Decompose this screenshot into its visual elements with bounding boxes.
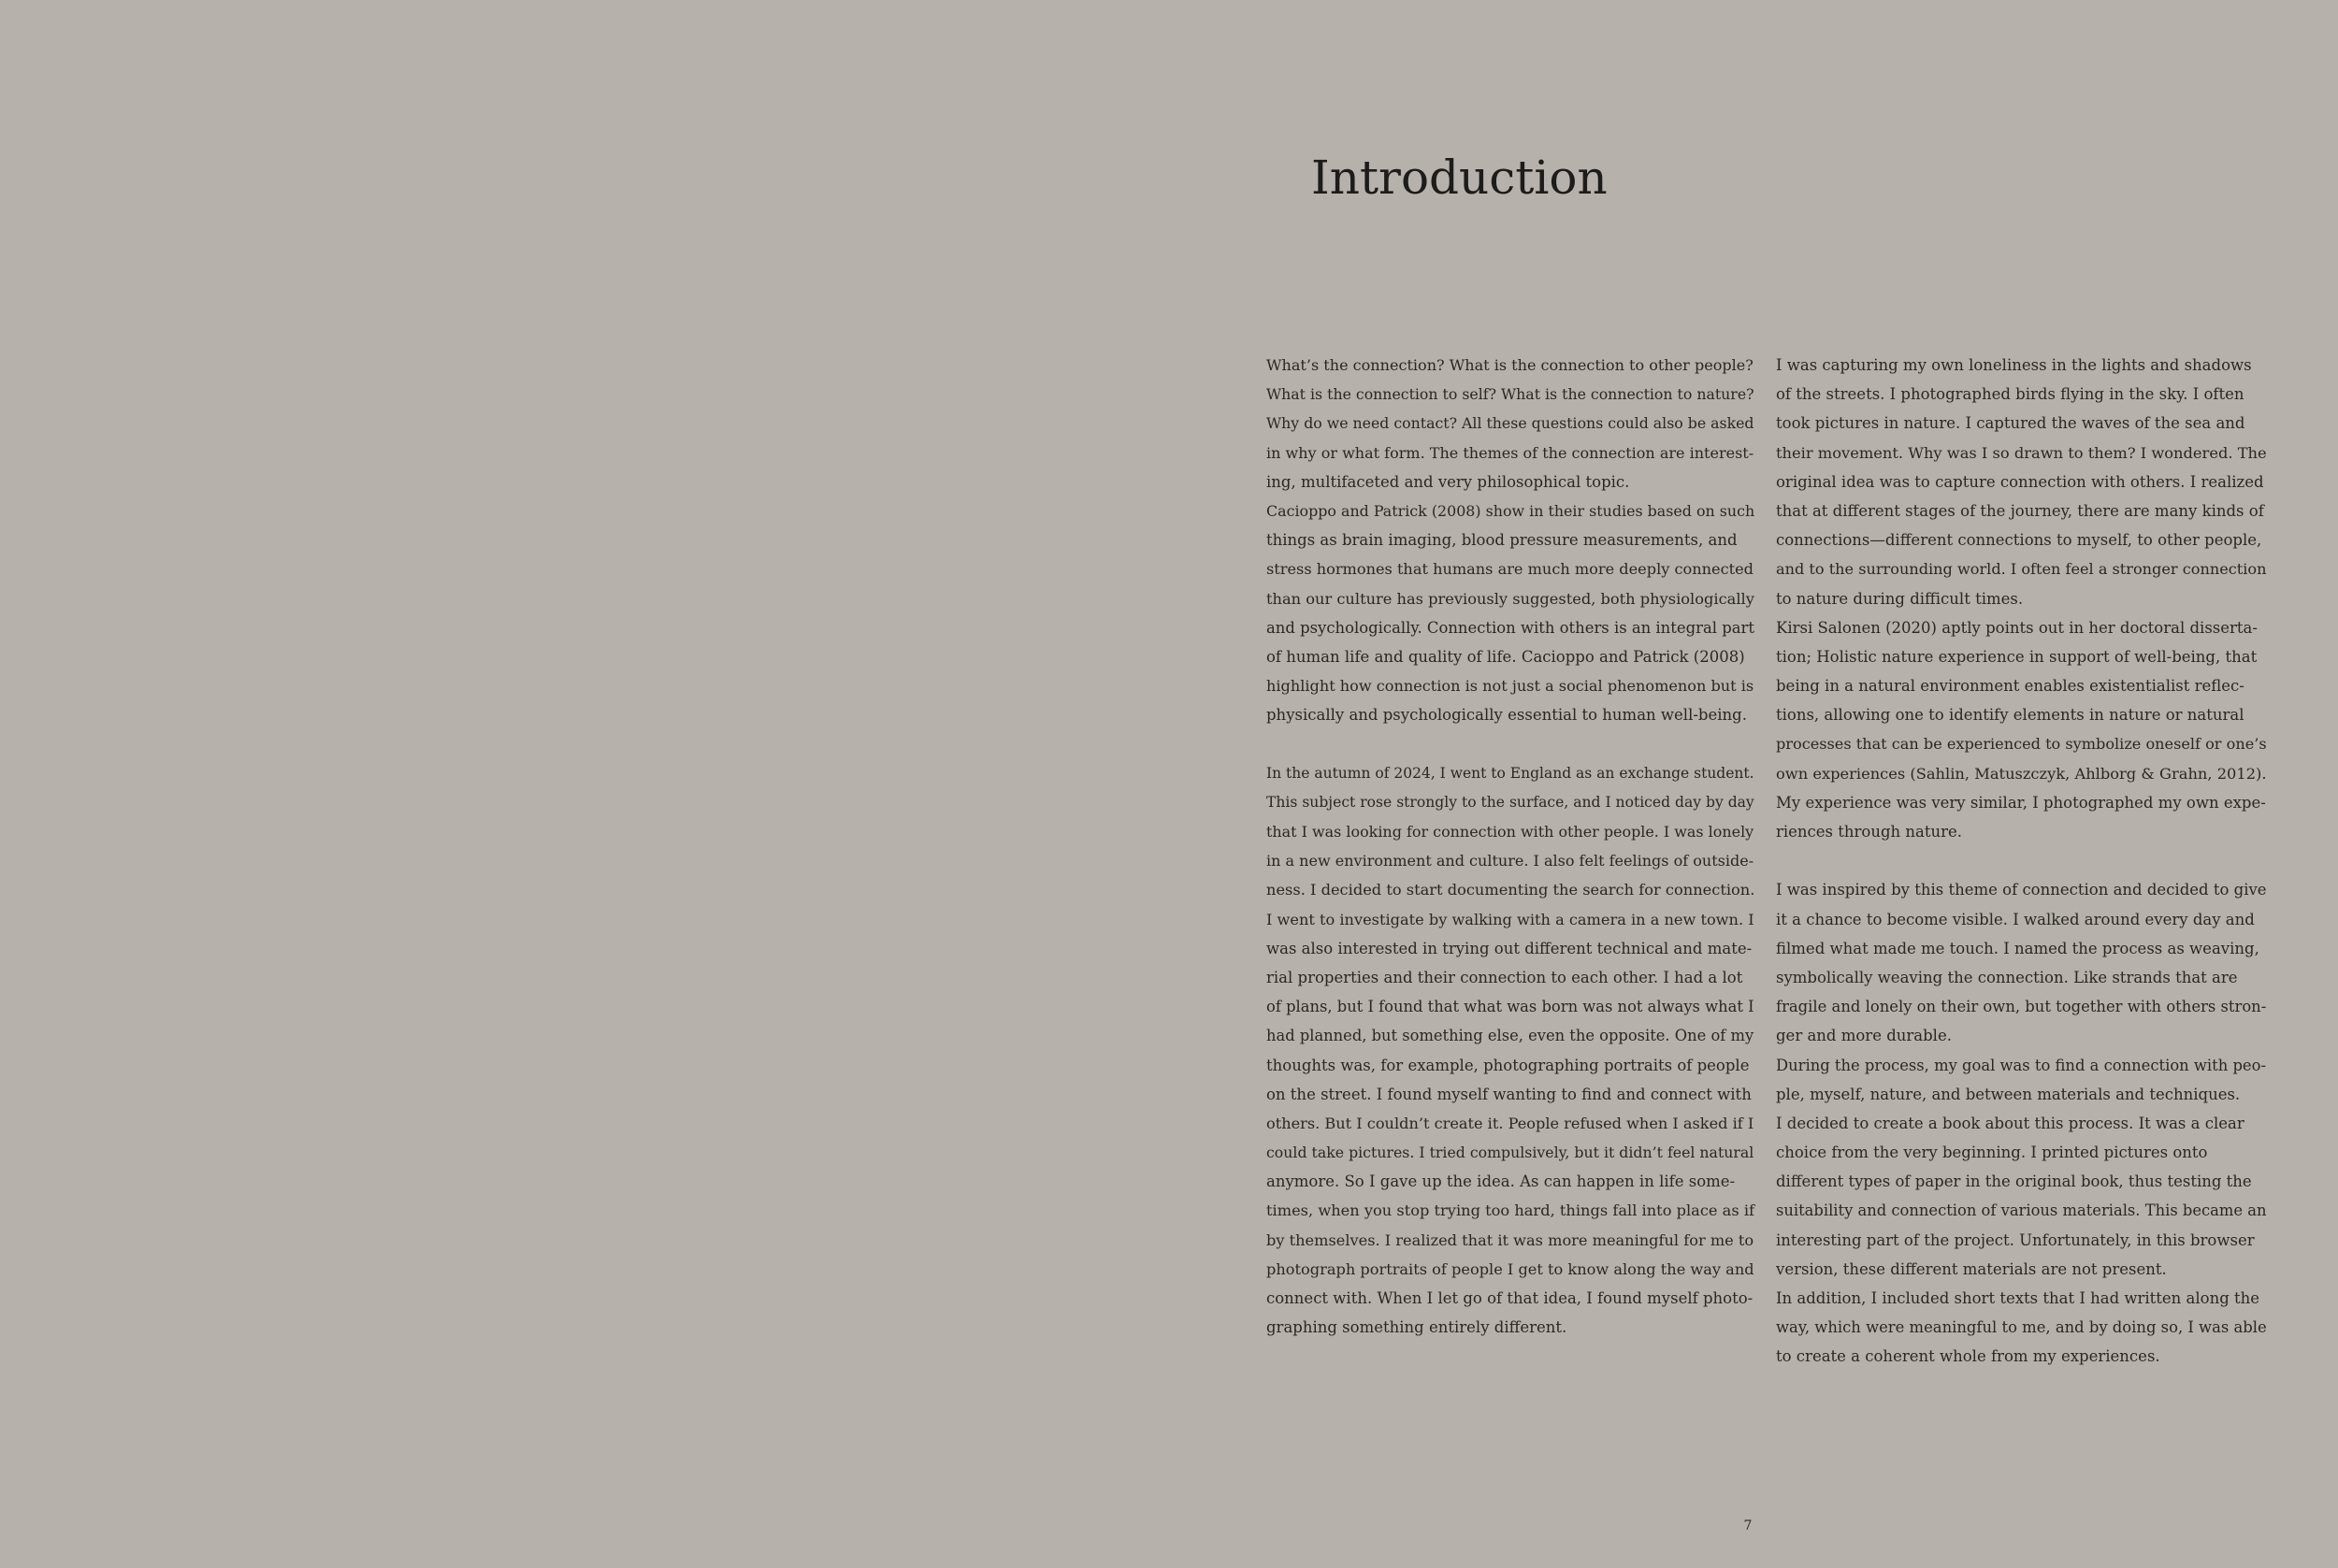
text-line: tions, allowing one to identify elements in nature or natural	[1776, 706, 2244, 725]
text-line: to nature during difficult times.	[1776, 589, 2024, 608]
text-line: that I was looking for connection with other people. I was lonely	[1266, 823, 1754, 841]
text-line: graphing something entirely different.	[1266, 1318, 1567, 1337]
text-line: and psychologically. Connection with others is an integral part	[1266, 618, 1754, 637]
text-line: different types of paper in the original book, thus testing the	[1776, 1172, 2252, 1191]
text-line: During the process, my goal was to find a connection with peo-	[1776, 1056, 2266, 1074]
text-line: physically and psychologically essential to human well-being.	[1266, 706, 1747, 725]
text-line: highlight how connection is not just a social phenomenon but is	[1266, 677, 1754, 696]
text-line: riences through nature.	[1776, 823, 1963, 841]
paragraph-break	[1266, 729, 1754, 758]
text-line: it a chance to become visible. I walked around every day and	[1776, 910, 2255, 928]
text-line: ger and more durable.	[1776, 1027, 1952, 1045]
text-line: stress hormones that humans are much more deeply connected	[1266, 560, 1754, 579]
text-line: interesting part of the project. Unfortunately, in this browser	[1776, 1230, 2255, 1249]
text-line: In addition, I included short texts that I had written along the	[1776, 1289, 2260, 1307]
text-line: Kirsi Salonen (2020) aptly points out in her doctoral disserta-	[1776, 618, 2258, 637]
text-line: and to the surrounding world. I often feel a stronger connection	[1776, 560, 2267, 579]
text-line: thoughts was, for example, photographing portraits of people	[1266, 1056, 1750, 1074]
text-line: fragile and lonely on their own, but together with others stron-	[1776, 998, 2267, 1016]
text-line: My experience was very similar, I photographed my own expe-	[1776, 793, 2266, 812]
text-line: being in a natural environment enables existentialist reflec-	[1776, 677, 2244, 696]
text-line: of plans, but I found that what was born was not always what I	[1266, 998, 1754, 1016]
text-line: ple, myself, nature, and between materials and techniques.	[1776, 1085, 2241, 1103]
text-line: way, which were meaningful to me, and by doing so, I was able	[1776, 1318, 2267, 1337]
text-line: rial properties and their connection to each other. I had a lot	[1266, 968, 1743, 986]
text-line: could take pictures. I tried compulsively, but it didn’t feel natural	[1266, 1144, 1754, 1162]
text-line: times, when you stop trying too hard, things fall into place as if	[1266, 1201, 1755, 1220]
text-line: In the autumn of 2024, I went to England as an exchange student.	[1266, 764, 1754, 782]
text-line: What’s the connection? What is the connection to other people?	[1266, 356, 1754, 374]
text-line: filmed what made me touch. I named the process as weaving,	[1776, 939, 2259, 957]
text-line: of human life and quality of life. Cacioppo and Patrick (2008)	[1266, 647, 1745, 666]
text-line: to create a coherent whole from my experiences.	[1776, 1347, 2160, 1366]
text-column-left	[1266, 351, 1754, 1342]
text-line: What is the connection to self? What is the connection to nature?	[1266, 385, 1754, 404]
text-line: than our culture has previously suggested, both physiologically	[1266, 589, 1754, 608]
text-line: ing, multifaceted and very philosophical topic.	[1266, 472, 1630, 491]
text-line: of the streets. I photographed birds flying in the sky. I often	[1776, 385, 2244, 404]
text-line: things as brain imaging, blood pressure measurements, and	[1266, 531, 1738, 550]
text-line: connect with. When I let go of that idea, I found myself photo-	[1266, 1289, 1754, 1307]
text-line: ness. I decided to start documenting the search for connection.	[1266, 881, 1755, 899]
paragraph-break	[1776, 846, 2267, 875]
text-line: I was inspired by this theme of connection and decided to give	[1776, 881, 2267, 899]
text-line: was also interested in trying out different technical and mate-	[1266, 939, 1753, 957]
text-line: took pictures in nature. I captured the waves of the sea and	[1776, 414, 2245, 433]
text-line: in why or what form. The themes of the connection are interest-	[1266, 443, 1754, 462]
text-line: processes that can be experienced to symbolize oneself or one’s	[1776, 735, 2267, 754]
text-line: This subject rose strongly to the surface, and I noticed day by day	[1266, 793, 1754, 811]
text-line: in a new environment and culture. I also felt feelings of outside-	[1266, 852, 1754, 870]
page-title: Introduction	[1311, 151, 1608, 205]
text-line: others. But I couldn’t create it. People refused when I asked if I	[1266, 1114, 1754, 1132]
text-line: version, these different materials are not present.	[1776, 1259, 2167, 1278]
text-line: had planned, but something else, even the opposite. One of my	[1266, 1027, 1754, 1045]
text-line: on the street. I found myself wanting to find and connect with	[1266, 1085, 1752, 1103]
text-line: by themselves. I realized that it was more meaningful for me to	[1266, 1230, 1754, 1249]
text-line: anymore. So I gave up the idea. As can happen in life some-	[1266, 1172, 1736, 1191]
text-line: that at different stages of the journey, there are many kinds of	[1776, 501, 2264, 520]
text-line: their movement. Why was I so drawn to them? I wondered. The	[1776, 443, 2267, 462]
page-number: 7	[1743, 1518, 1753, 1533]
text-line: I went to investigate by walking with a camera in a new town. I	[1266, 910, 1754, 928]
text-line: suitability and connection of various materials. This became an	[1776, 1201, 2267, 1220]
text-line: I decided to create a book about this process. It was a clear	[1776, 1114, 2244, 1132]
text-line: I was capturing my own loneliness in the lights and shadows	[1776, 356, 2252, 374]
text-column-right	[1776, 351, 2267, 1372]
text-line: Cacioppo and Patrick (2008) show in their studies based on such	[1266, 501, 1755, 520]
text-line: tion; Holistic nature experience in support of well-being, that	[1776, 647, 2258, 666]
text-line: connections—different connections to myself, to other people,	[1776, 531, 2262, 550]
text-line: own experiences (Sahlin, Matuszczyk, Ahlborg & Grahn, 2012).	[1776, 764, 2267, 783]
text-line: photograph portraits of people I get to know along the way and	[1266, 1259, 1754, 1278]
text-line: Why do we need contact? All these questions could also be asked	[1266, 414, 1754, 433]
text-line: choice from the very beginning. I printed pictures onto	[1776, 1144, 2208, 1162]
text-line: original idea was to capture connection with others. I realized	[1776, 472, 2264, 491]
text-line: symbolically weaving the connection. Like strands that are	[1776, 968, 2238, 986]
